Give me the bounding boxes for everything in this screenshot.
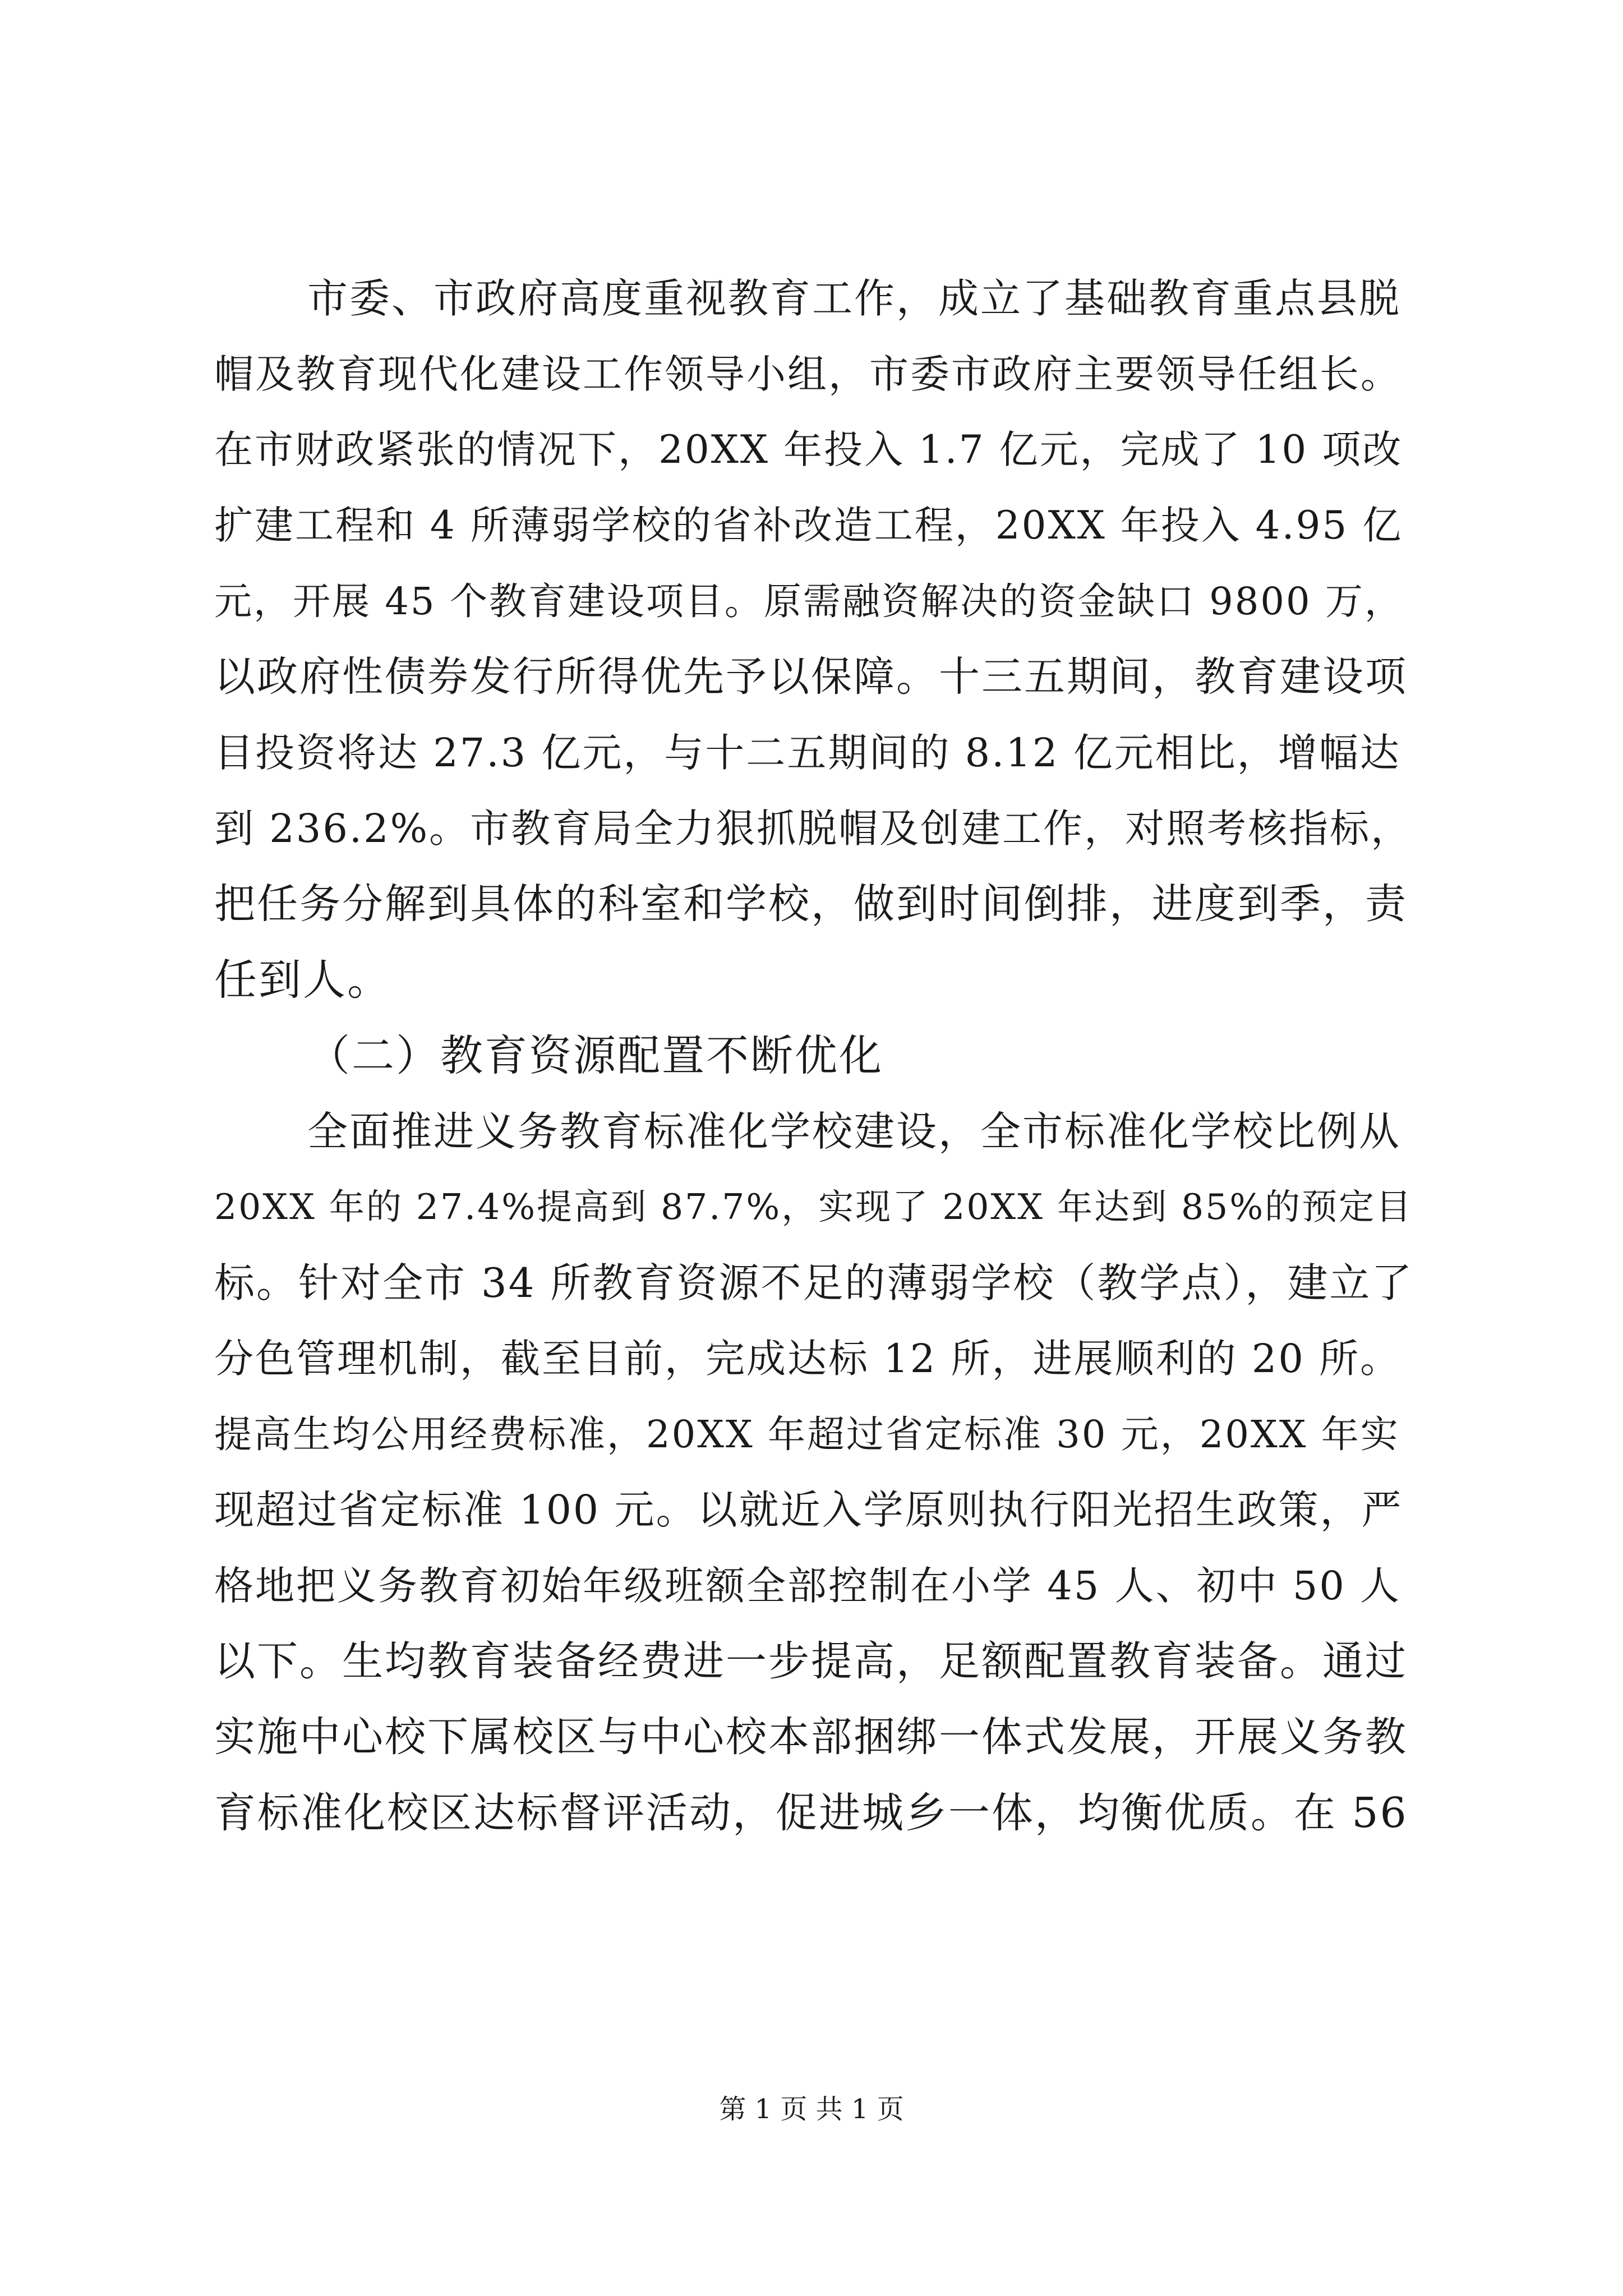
- paragraph-line: 分色管理机制，截至目前，完成达标 12 所，进展顺利的 20 所。: [214, 1336, 1401, 1382]
- paragraph-line: 在市财政紧张的情况下，20XX 年投入 1.7 亿元，完成了 10 项改: [214, 427, 1403, 472]
- paragraph-line: 到 236.2%。市教育局全力狠抓脱帽及创建工作，对照考核指标，: [214, 806, 1412, 852]
- paragraph-line: 把任务分解到具体的科室和学校，做到时间倒排，进度到季，责: [214, 880, 1408, 928]
- paragraph-line: 格地把义务教育初始年级班额全部控制在小学 45 人、初中 50 人: [214, 1563, 1401, 1609]
- section-heading: （二）教育资源配置不断优化: [307, 1030, 883, 1080]
- paragraph-line: 提高生均公用经费标准，20XX 年超过省定标准 30 元，20XX 年实: [214, 1412, 1400, 1456]
- paragraph-line: 20XX 年的 27.4%提高到 87.7%，实现了 20XX 年达到 85%的预定目: [214, 1186, 1413, 1227]
- paragraph-line: 育标准化校区达标督评活动，促进城乡一体，均衡优质。在 56: [214, 1789, 1408, 1837]
- paragraph-line: 标。针对全市 34 所教育资源不足的薄弱学校（教学点），建立了: [214, 1259, 1414, 1306]
- paragraph-line: 以下。生均教育装备经费进一步提高，足额配置教育装备。通过: [214, 1637, 1408, 1685]
- paragraph-line: 现超过省定标准 100 元。以就近入学原则执行阳光招生政策，严: [214, 1487, 1403, 1533]
- paragraph-line: 元，开展 45 个教育建设项目。原需融资解决的资金缺口 9800 万，: [214, 579, 1404, 623]
- page-number-footer: 第 1 页 共 1 页: [719, 2093, 904, 2125]
- paragraph-line: 实施中心校下属校区与中心校本部捆绑一体式发展，开展义务教: [214, 1713, 1408, 1761]
- paragraph-line: 帽及教育现代化建设工作领导小组，市委市政府主要领导任组长。: [214, 351, 1401, 397]
- paragraph-line: 全面推进义务教育标准化学校建设，全市标准化学校比例从: [307, 1108, 1401, 1155]
- paragraph-line: 扩建工程和 4 所薄弱学校的省补改造工程，20XX 年投入 4.95 亿: [214, 503, 1403, 548]
- paragraph-line: 市委、市政府高度重视教育工作，成立了基础教育重点县脱: [307, 275, 1401, 322]
- paragraph-line: 任到人。: [214, 955, 391, 1005]
- paragraph-line: 目投资将达 27.3 亿元，与十二五期间的 8.12 亿元相比，增幅达: [214, 730, 1401, 776]
- paragraph-line: 以政府性债券发行所得优先予以保障。十三五期间，教育建设项: [214, 653, 1408, 701]
